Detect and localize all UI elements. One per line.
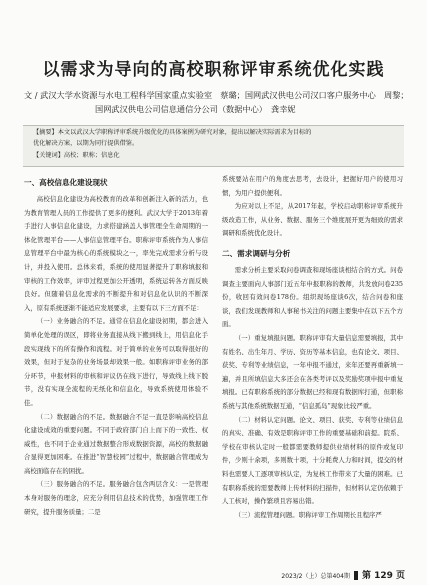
section-heading: 一、高校信息化建设现状: [24, 178, 108, 187]
body-paragraph: （三）流程管理问题。职称评审工作周期长且程序严: [234, 510, 382, 519]
footer-bar: [354, 571, 358, 580]
left-column-body: [24, 193, 208, 555]
body-paragraph: （二）材料认定问题。论文、项目、获奖、专利等业绩信息的真实、准确、有效是职称评审工作的重要基础和前提。院系、学校在审核认定时一般都需要教师提供业绩材料的原件或复印件，少则十余项，多则数十项，十分耗费人力和时间，提交的材料也需要人工逐项审核认定，为复核工作带来了大量的困难。已有职称系统的需要教师上传材料的扫描件，但材料认定仍依赖于人工核对，操作繁琐且容易出错。: [222, 415, 403, 506]
body-paragraph: （三）服务融合的不足。服务融合包含两层含义：一是管理本身对服务的理念，应充分利用信息技术的优势，加强管理工作研究，提升服务质量；二是: [24, 480, 208, 516]
right-column-intro: [222, 173, 403, 243]
body-paragraph: 高校信息化建设为高校教育的改革和创新注入新的活力，也为教育管理人员的工作提供了更多的便利。武汉大学于2013年着手进行人事信息化建设，力求搭建涵盖人事管理全生命周期的一体化管理平台——人事信息管理平台。职称评审系统作为人事信息管理平台中最为核心的系统模块之一，率先完成需求分析与设计，并投入使用。总体来看，系统的使用显著提升了职称填报和审核的工作效率，评审过程更加公开透明，系统运转各方面反映良好。但随着信息化需求的不断提升和对信息化认识的不断深入，原有系统逐渐不能适应发展要求，主要有以下三方面不足：: [24, 195, 208, 312]
abstract-text: 【摘要】本文以武汉大学职称评审系统升级优化的具体案例为研究对象，提出以解决实际需求为目标的: [33, 129, 312, 136]
body-paragraph: （二）数据融合的不足。数据融合不足一直是影响高校信息化建设成效的重要问题。不同于政府部门自上而下的一致性、权威性，也不同于企业通过数据整合形成数据资源，高校的数据融合显得更加困难。在推进“智慧校园”过程中，数据融合管理成为高校面临存在的困扰。: [24, 412, 208, 475]
article-title: 以需求为导向的高校职称评审系统优化实践: [42, 60, 385, 80]
body-paragraph: 需求分析主要采取问卷调查和现场座谈相结合的方式。问卷调查主要面向人事部门近五年申报职称的教师，共发放问卷235份，收回有效问卷178份。组织现场座谈6次，结合问卷和座谈，我们发现教师和人事秘书关注的问题主要集中在以下五个方面。: [222, 266, 403, 329]
body-paragraph: （一）重复填报问题。职称评审有大量信息需要填报，其中有姓名、出生年月、学历、资历等基本信息，也有论文、项目、获奖、专利等业绩信息，一年申报不通过，来年还要再重新填一遍，并且所填信息大多还会在各类考评以及奖励奖项申报中重复填报。已有职称系统的部分数据已经和现有数据库打通，但职称系统与其他系统数据互通，“信息孤岛”现象比较严重。: [222, 333, 403, 410]
issue-label: 2023/2（上）总第404期: [281, 573, 350, 580]
author-line: 国网武汉供电公司信息通信分公司（数据中心） 龚幸妮: [95, 104, 296, 114]
right-column-body: [222, 264, 403, 556]
section-heading: 二、需求调研与分析: [222, 249, 291, 258]
body-paragraph: （一）业务融合的不足。通常在信息化建设初期，都会进入简单化处理的误区，即将业务直接从线下搬到线上，用信息化手段实现线下的所有操作和流程。对于简单的业务可以取得很好的效果，但对于复杂的业务场景却效果一般。如职称评审业务的部分环节，申报材料的审核和评议仍在线下进行，导致线上线下脱节，没有实现全流程的无纸化和信息化，导致系统使用体验不佳。: [24, 317, 208, 407]
author-line: 文 / 武汉大学水资源与水电工程科学国家重点实验室 蔡璐；国网武汉供电公司汉口客户服务中心 周黎；: [24, 90, 409, 100]
page-footer: [281, 568, 405, 581]
page-number: 第 129 页: [361, 571, 405, 581]
abstract-text: 优化解决方案，以期为同行提供借鉴。: [33, 140, 139, 147]
body-paragraph: 为应对以上不足，从2017年起，学校启动职称评审系统升级改造工作，从业务、数据、服务三个维度展开更为细致的需求调研和系统优化设计。: [222, 202, 403, 238]
body-paragraph: 系统要站在用户的角度去思考，去设计，把握好用户的使用习惯，为用户提供便利。: [222, 175, 403, 197]
keywords-text: 【关键词】高校；职称；信息化: [33, 152, 120, 159]
